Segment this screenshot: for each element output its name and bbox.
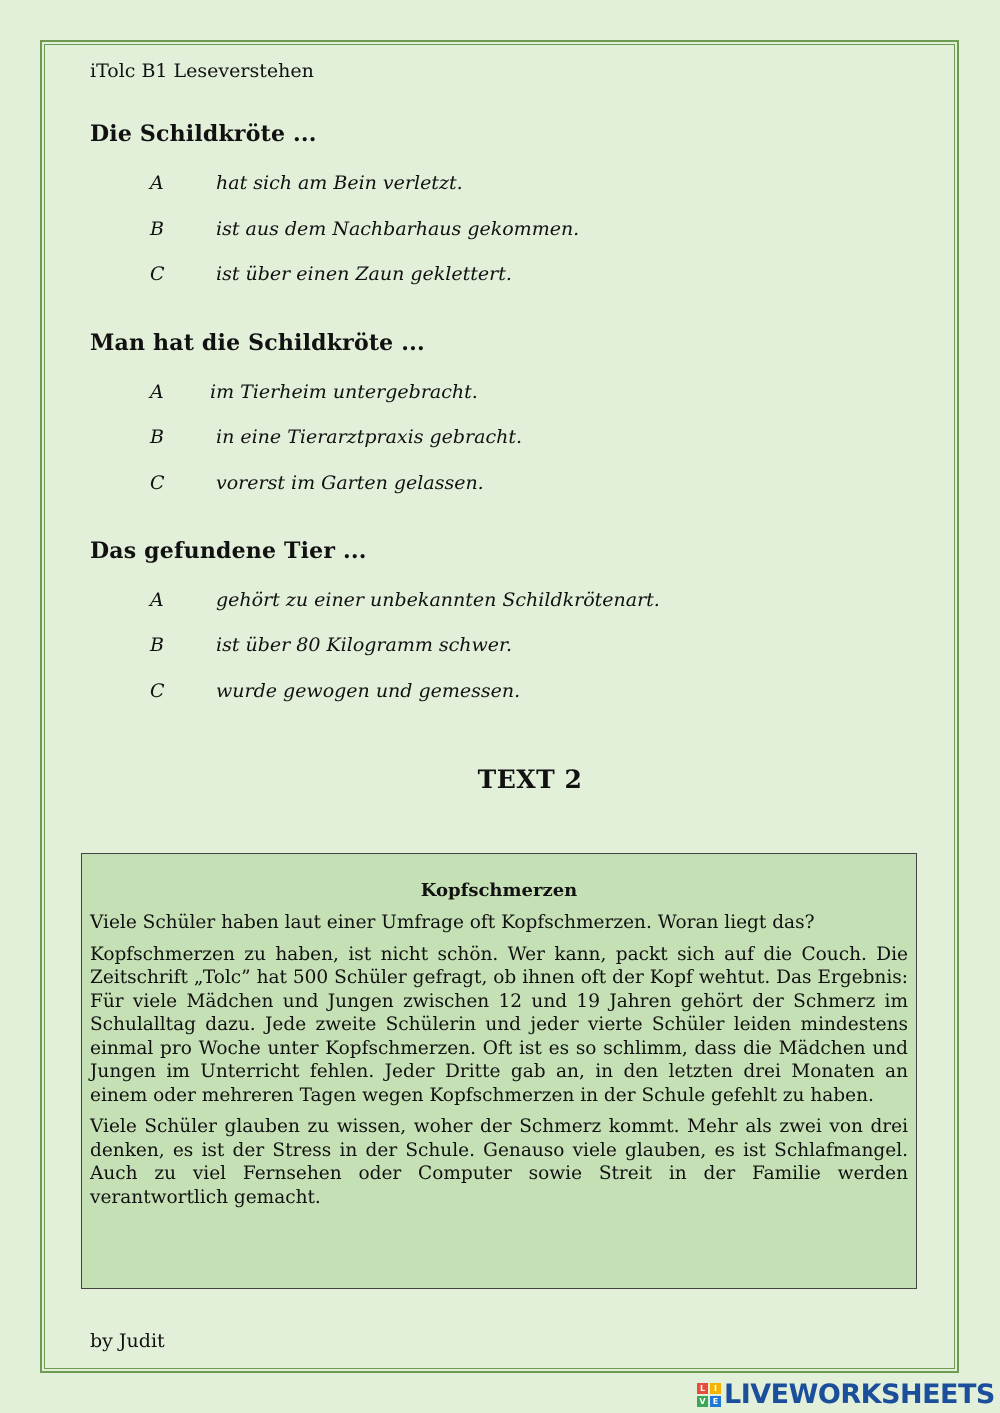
reading-text-title: Kopfschmerzen (420, 880, 578, 901)
option-letter: A (150, 172, 164, 194)
reading-paragraph-2: Kopfschmerzen zu haben, ist nicht schön. Wer kann, packt sich auf die Couch. Die Zeitschrift „Tolc” hat 500 Schüler gefragt, ob ihnen oft der Kopf wehtut. Das Ergebnis: Für viele Mädchen und Jungen zwischen 12 und 19 Jahren gehört der Schmerz im Schulalltag dazu. Jede zweite Schülerin und jeder vierte Schüler leiden mindestens einmal pro Woche unter Kopfschmerzen. Oft ist es so schlimm, dass die Mädchen und Jungen im Unterricht fehlen. Jeder Dritte gab an, in den letzten drei Monaten an einem oder mehreren Tagen wegen Kopfschmerzen in der Schule gefehlt zu haben. (90, 943, 908, 1106)
option-c[interactable] (150, 472, 484, 494)
option-b[interactable] (150, 634, 512, 656)
option-letter: A (150, 381, 164, 403)
logo-letter-l: L (697, 1383, 708, 1394)
option-text: hat sich am Bein verletzt. (216, 172, 463, 194)
option-text: im Tierheim untergebracht. (210, 381, 478, 403)
option-text: wurde gewogen und gemessen. (216, 680, 521, 702)
text-2-heading: TEXT 2 (477, 765, 583, 794)
option-letter: B (150, 634, 164, 656)
option-text: ist über einen Zaun geklettert. (216, 263, 512, 285)
option-letter: C (150, 472, 165, 494)
question-stem: Die Schildkröte ... (90, 121, 317, 147)
logo-letter-i: I (710, 1383, 721, 1394)
question-1 (90, 121, 580, 285)
liveworksheets-logo[interactable] (697, 1379, 995, 1410)
question-3 (90, 538, 660, 702)
option-text: in eine Tierarztpraxis gebracht. (216, 426, 523, 448)
option-text: vorerst im Garten gelassen. (216, 472, 484, 494)
option-a[interactable] (150, 172, 463, 194)
option-a[interactable] (150, 589, 660, 611)
reading-paragraph-3: Viele Schüler glauben zu wissen, woher der Schmerz kommt. Mehr als zwei von drei denken, es ist der Stress in der Schule. Genauso viele glauben, es ist Schlafmangel. Auch zu viel Fernsehen oder Computer sowie Streit in der Familie werden verantwortlich gemacht. (90, 1116, 908, 1208)
question-stem: Man hat die Schildkröte ... (90, 330, 425, 356)
option-text: ist über 80 Kilogramm schwer. (216, 634, 513, 656)
reading-text-box (81, 853, 917, 1289)
logo-letter-e: E (710, 1396, 721, 1407)
question-stem: Das gefundene Tier ... (90, 538, 367, 564)
option-text: gehört zu einer unbekannten Schildkrötenart. (216, 589, 660, 611)
option-text: ist aus dem Nachbarhaus gekommen. (216, 218, 580, 240)
option-letter: B (150, 426, 164, 448)
option-c[interactable] (150, 263, 512, 285)
option-letter: A (150, 589, 164, 611)
option-letter: B (150, 218, 164, 240)
option-b[interactable] (150, 426, 522, 448)
option-b[interactable] (150, 218, 579, 240)
option-letter: C (150, 263, 165, 285)
reading-paragraph-1: Viele Schüler haben laut einer Umfrage oft Kopfschmerzen. Woran liegt das? (90, 912, 815, 933)
question-2 (90, 330, 523, 494)
worksheet-header: iTolc B1 Leseverstehen (90, 60, 314, 82)
author-credit: by Judit (90, 1330, 165, 1352)
option-c[interactable] (150, 680, 520, 702)
option-a[interactable] (150, 381, 478, 403)
liveworksheets-logo-text: LIVEWORKSHEETS (724, 1379, 995, 1410)
logo-letter-v: V (697, 1396, 708, 1407)
liveworksheets-logo-icon (697, 1383, 721, 1407)
option-letter: C (150, 680, 165, 702)
